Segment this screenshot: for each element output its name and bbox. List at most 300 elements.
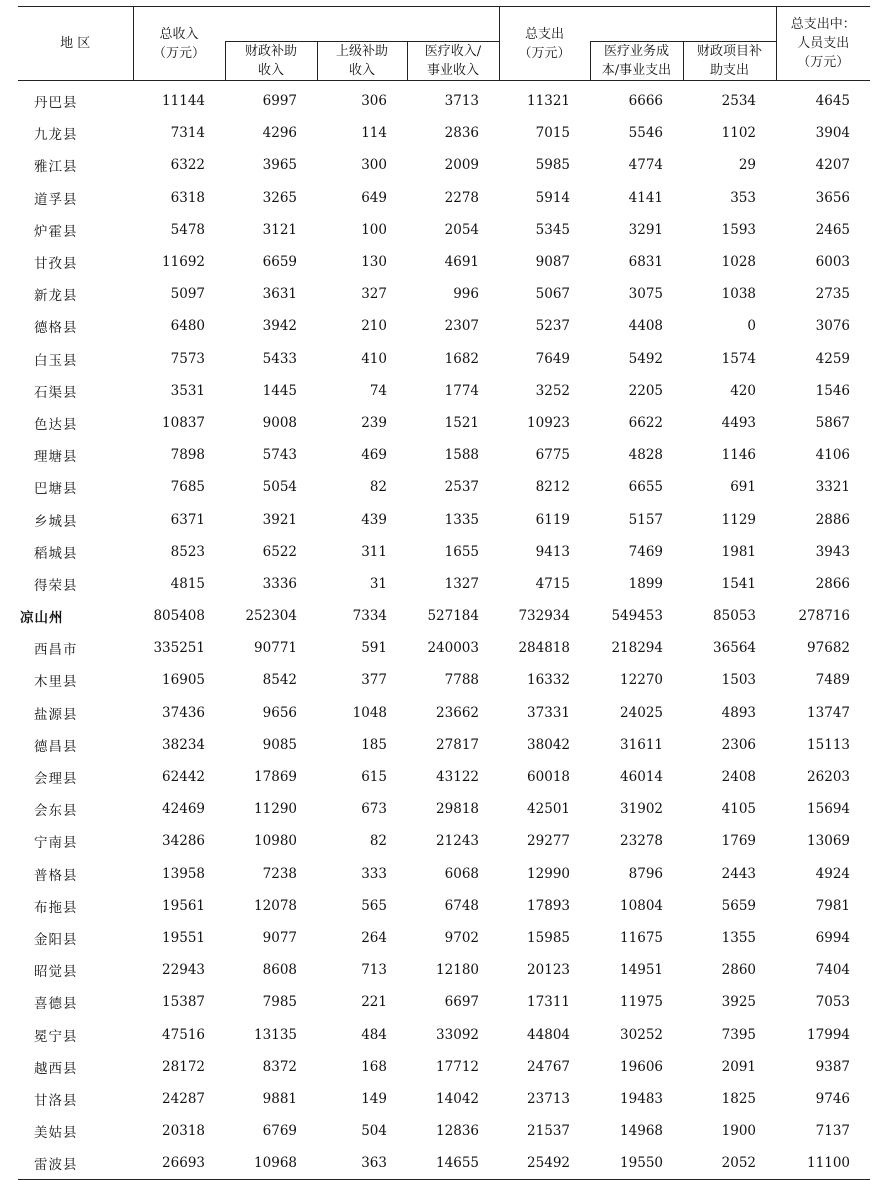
fiscal-project-expense-cell: 1574 (721, 350, 756, 367)
table-row (18, 81, 870, 118)
personnel-expense-cell: 7404 (815, 962, 850, 979)
personnel-expense-cell: 9746 (815, 1090, 850, 1107)
fiscal-project-expense-cell: 0 (747, 318, 756, 335)
personnel-expense-cell: 4924 (815, 865, 850, 882)
total-expense-cell: 732934 (518, 608, 570, 625)
total-expense-cell: 3252 (535, 382, 570, 399)
superior-subsidy-income-cell: 130 (361, 254, 387, 271)
total-expense-cell: 20123 (527, 962, 570, 979)
table-body (18, 81, 870, 1180)
region-name-cell: 白玉县 (34, 352, 78, 369)
region-name-cell: 昭觉县 (34, 964, 78, 981)
region-name-cell: 理塘县 (34, 449, 78, 466)
total-income-cell: 16905 (162, 672, 205, 689)
fiscal-project-expense-cell: 691 (730, 479, 756, 496)
superior-subsidy-income-cell: 82 (369, 479, 387, 496)
medical-business-cost-cell: 2205 (628, 382, 663, 399)
medical-business-income-cell: 2836 (444, 125, 479, 142)
medical-business-income-cell: 29818 (436, 801, 479, 818)
header-region: 地 区 (60, 36, 91, 51)
table-row (18, 149, 870, 181)
fiscal-project-expense-cell: 1541 (721, 575, 756, 592)
region-name-cell: 乡城县 (34, 513, 78, 530)
fiscal-project-expense-cell: 1102 (721, 125, 756, 142)
superior-subsidy-income-cell: 82 (369, 833, 387, 850)
table-row (18, 858, 870, 890)
total-income-cell: 6480 (170, 318, 205, 335)
total-expense-cell: 9087 (535, 254, 570, 271)
total-expense-cell: 10923 (527, 414, 570, 431)
fiscal-project-expense-cell: 420 (730, 382, 756, 399)
fiscal-subsidy-income-cell: 8372 (262, 1058, 297, 1075)
total-expense-cell: 44804 (527, 1026, 570, 1043)
superior-subsidy-income-cell: 1048 (352, 704, 387, 721)
total-expense-cell: 9413 (535, 543, 570, 560)
medical-business-income-cell: 6748 (444, 897, 479, 914)
medical-business-income-cell: 2537 (444, 479, 479, 496)
total-income-cell: 37436 (162, 704, 205, 721)
medical-business-cost-cell: 4408 (628, 318, 663, 335)
table-row (18, 922, 870, 954)
medical-business-cost-cell: 1899 (628, 575, 663, 592)
total-expense-cell: 29277 (527, 833, 570, 850)
medical-business-income-cell: 2278 (444, 189, 479, 206)
medical-business-cost-cell: 12270 (620, 672, 663, 689)
total-expense-cell: 38042 (527, 736, 570, 753)
medical-business-cost-cell: 23278 (620, 833, 663, 850)
fiscal-subsidy-income-cell: 9881 (262, 1090, 297, 1107)
superior-subsidy-income-cell: 439 (361, 511, 387, 528)
total-expense-cell: 6119 (535, 511, 570, 528)
superior-subsidy-income-cell: 221 (361, 994, 387, 1011)
total-income-cell: 62442 (162, 769, 205, 786)
total-expense-cell: 24767 (527, 1058, 570, 1075)
fiscal-subsidy-income-cell: 3942 (262, 318, 297, 335)
fiscal-project-expense-cell: 2408 (721, 769, 756, 786)
medical-business-income-cell: 17712 (436, 1058, 479, 1075)
fiscal-subsidy-income-cell: 9077 (262, 929, 297, 946)
fiscal-subsidy-income-cell: 9008 (262, 414, 297, 431)
total-expense-cell: 6775 (535, 447, 570, 464)
fiscal-subsidy-income-cell: 8542 (262, 672, 297, 689)
table-row (18, 1018, 870, 1050)
medical-business-income-cell: 33092 (436, 1026, 479, 1043)
medical-business-cost-cell: 24025 (620, 704, 663, 721)
fiscal-project-expense-cell: 4493 (721, 414, 756, 431)
medical-business-income-cell: 3713 (444, 93, 479, 110)
superior-subsidy-income-cell: 673 (361, 801, 387, 818)
fiscal-project-expense-cell: 2860 (721, 962, 756, 979)
medical-business-cost-cell: 4141 (628, 189, 663, 206)
medical-business-income-cell: 2009 (444, 157, 479, 174)
fiscal-subsidy-income-cell: 4296 (262, 125, 297, 142)
total-income-cell: 42469 (162, 801, 205, 818)
region-name-cell: 凉山州 (20, 610, 64, 627)
superior-subsidy-income-cell: 149 (361, 1090, 387, 1107)
total-income-cell: 7685 (170, 479, 205, 496)
total-expense-cell: 17893 (527, 897, 570, 914)
total-income-cell: 34286 (162, 833, 205, 850)
fiscal-subsidy-income-cell: 1445 (262, 382, 297, 399)
region-name-cell: 会东县 (34, 803, 78, 820)
personnel-expense-cell: 17994 (807, 1026, 850, 1043)
medical-business-income-cell: 1521 (444, 414, 479, 431)
total-income-cell: 47516 (162, 1026, 205, 1043)
medical-business-cost-cell: 31902 (620, 801, 663, 818)
table-row (18, 1115, 870, 1147)
income-expense-table (18, 6, 870, 1180)
superior-subsidy-income-cell: 306 (361, 93, 387, 110)
fiscal-subsidy-income-cell: 3965 (262, 157, 297, 174)
total-expense-cell: 5067 (535, 286, 570, 303)
table-row (18, 536, 870, 568)
header-fiscal-subsidy-income: 财政补助 收入 (225, 42, 317, 81)
table-row (18, 761, 870, 793)
total-income-cell: 3531 (170, 382, 205, 399)
medical-business-income-cell: 1335 (444, 511, 479, 528)
medical-business-cost-cell: 46014 (620, 769, 663, 786)
medical-business-income-cell: 6697 (444, 994, 479, 1011)
personnel-expense-cell: 7981 (815, 897, 850, 914)
table-row (18, 214, 870, 246)
fiscal-project-expense-cell: 2534 (721, 93, 756, 110)
fiscal-project-expense-cell: 4105 (721, 801, 756, 818)
medical-business-income-cell: 1774 (444, 382, 479, 399)
header-total-income: 总收入 （万元） (133, 7, 225, 81)
table-row (18, 1051, 870, 1083)
total-income-cell: 6318 (170, 189, 205, 206)
table-row (18, 278, 870, 310)
superior-subsidy-income-cell: 210 (361, 318, 387, 335)
fiscal-project-expense-cell: 1355 (721, 929, 756, 946)
total-expense-cell: 7015 (535, 125, 570, 142)
fiscal-project-expense-cell: 1038 (721, 286, 756, 303)
personnel-expense-cell: 3904 (815, 125, 850, 142)
total-income-cell: 11144 (162, 93, 205, 110)
superior-subsidy-income-cell: 168 (361, 1058, 387, 1075)
personnel-expense-cell: 11100 (807, 1155, 850, 1172)
table-row (18, 729, 870, 761)
medical-business-income-cell: 43122 (436, 769, 479, 786)
fiscal-project-expense-cell: 1028 (721, 254, 756, 271)
region-name-cell: 美姑县 (34, 1125, 78, 1142)
total-expense-cell: 284818 (518, 640, 570, 657)
fiscal-subsidy-income-cell: 7238 (262, 865, 297, 882)
medical-business-income-cell: 21243 (436, 833, 479, 850)
region-name-cell: 冕宁县 (34, 1028, 78, 1045)
personnel-expense-cell: 4645 (815, 93, 850, 110)
personnel-expense-cell: 7053 (815, 994, 850, 1011)
personnel-expense-cell: 9387 (815, 1058, 850, 1075)
total-expense-cell: 42501 (527, 801, 570, 818)
medical-business-cost-cell: 11975 (620, 994, 663, 1011)
header-fiscal-project-expense: 财政项目补 助支出 (683, 42, 776, 81)
table-row (18, 793, 870, 825)
total-expense-cell: 60018 (527, 769, 570, 786)
total-expense-cell: 5345 (535, 221, 570, 238)
table-row (18, 986, 870, 1018)
medical-business-income-cell: 240003 (427, 640, 479, 657)
medical-business-income-cell: 14042 (436, 1090, 479, 1107)
total-income-cell: 7898 (170, 447, 205, 464)
superior-subsidy-income-cell: 327 (361, 286, 387, 303)
total-expense-cell: 5985 (535, 157, 570, 174)
total-income-cell: 7573 (170, 350, 205, 367)
region-name-cell: 雅江县 (34, 159, 78, 176)
fiscal-project-expense-cell: 3925 (721, 994, 756, 1011)
region-name-cell: 稻城县 (34, 545, 78, 562)
region-name-cell: 石渠县 (34, 384, 78, 401)
table-row (18, 664, 870, 696)
personnel-expense-cell: 7137 (815, 1123, 850, 1140)
medical-business-cost-cell: 6622 (628, 414, 663, 431)
medical-business-cost-cell: 19483 (620, 1090, 663, 1107)
superior-subsidy-income-cell: 363 (361, 1155, 387, 1172)
region-name-cell: 喜德县 (34, 996, 78, 1013)
total-expense-cell: 17311 (527, 994, 570, 1011)
personnel-expense-cell: 3076 (815, 318, 850, 335)
total-expense-cell: 15985 (527, 929, 570, 946)
region-name-cell: 炉霍县 (34, 223, 78, 240)
region-name-cell: 色达县 (34, 416, 78, 433)
personnel-expense-cell: 6003 (815, 254, 850, 271)
superior-subsidy-income-cell: 484 (361, 1026, 387, 1043)
table-row (18, 632, 870, 664)
superior-subsidy-income-cell: 100 (361, 221, 387, 238)
total-income-cell: 15387 (162, 994, 205, 1011)
medical-business-income-cell: 9702 (444, 929, 479, 946)
superior-subsidy-income-cell: 377 (361, 672, 387, 689)
medical-business-income-cell: 1682 (444, 350, 479, 367)
region-name-cell: 德昌县 (34, 738, 78, 755)
table-row (18, 182, 870, 214)
total-expense-cell: 5914 (535, 189, 570, 206)
medical-business-income-cell: 527184 (427, 608, 479, 625)
header-expense-group-spacer (590, 7, 776, 42)
total-income-cell: 22943 (162, 962, 205, 979)
table-row (18, 890, 870, 922)
region-name-cell: 甘洛县 (34, 1092, 78, 1109)
medical-business-cost-cell: 549453 (611, 608, 663, 625)
region-name-cell: 丹巴县 (34, 95, 78, 112)
medical-business-income-cell: 2307 (444, 318, 479, 335)
medical-business-cost-cell: 10804 (620, 897, 663, 914)
personnel-expense-cell: 3943 (815, 543, 850, 560)
total-income-cell: 805408 (153, 608, 205, 625)
fiscal-project-expense-cell: 1769 (721, 833, 756, 850)
medical-business-income-cell: 6068 (444, 865, 479, 882)
region-name-cell: 西昌市 (34, 642, 78, 659)
region-name-cell: 甘孜县 (34, 256, 78, 273)
superior-subsidy-income-cell: 410 (361, 350, 387, 367)
region-name-cell: 木里县 (34, 674, 78, 691)
total-income-cell: 20318 (162, 1123, 205, 1140)
personnel-expense-cell: 13747 (807, 704, 850, 721)
fiscal-subsidy-income-cell: 8608 (262, 962, 297, 979)
total-income-cell: 6371 (170, 511, 205, 528)
total-expense-cell: 16332 (527, 672, 570, 689)
personnel-expense-cell: 1546 (815, 382, 850, 399)
personnel-expense-cell: 4207 (815, 157, 850, 174)
medical-business-cost-cell: 3075 (628, 286, 663, 303)
personnel-expense-cell: 15694 (807, 801, 850, 818)
medical-business-cost-cell: 8796 (628, 865, 663, 882)
personnel-expense-cell: 3656 (815, 189, 850, 206)
medical-business-income-cell: 1655 (444, 543, 479, 560)
fiscal-project-expense-cell: 1593 (721, 221, 756, 238)
total-income-cell: 7314 (170, 125, 205, 142)
total-income-cell: 13958 (162, 865, 205, 882)
fiscal-project-expense-cell: 1503 (721, 672, 756, 689)
fiscal-project-expense-cell: 1825 (721, 1090, 756, 1107)
fiscal-project-expense-cell: 353 (730, 189, 756, 206)
header-medical-business-cost: 医疗业务成 本/事业支出 (590, 42, 683, 81)
total-expense-cell: 37331 (527, 704, 570, 721)
medical-business-income-cell: 27817 (436, 736, 479, 753)
personnel-expense-cell: 278716 (798, 608, 850, 625)
header-medical-business-income: 医疗收入/ 事业收入 (407, 42, 499, 81)
superior-subsidy-income-cell: 74 (369, 382, 387, 399)
superior-subsidy-income-cell: 713 (361, 962, 387, 979)
table-row (18, 117, 870, 149)
superior-subsidy-income-cell: 264 (361, 929, 387, 946)
personnel-expense-cell: 6994 (815, 929, 850, 946)
fiscal-subsidy-income-cell: 13135 (254, 1026, 297, 1043)
superior-subsidy-income-cell: 649 (361, 189, 387, 206)
superior-subsidy-income-cell: 565 (361, 897, 387, 914)
personnel-expense-cell: 4106 (815, 447, 850, 464)
region-name-cell: 道孚县 (34, 191, 78, 208)
fiscal-subsidy-income-cell: 11290 (254, 801, 297, 818)
fiscal-project-expense-cell: 2306 (721, 736, 756, 753)
fiscal-subsidy-income-cell: 9656 (262, 704, 297, 721)
total-expense-cell: 7649 (535, 350, 570, 367)
total-expense-cell: 5237 (535, 318, 570, 335)
region-name-cell: 得荣县 (34, 577, 78, 594)
header-superior-subsidy-income: 上级补助 收入 (317, 42, 407, 81)
table-row (18, 1147, 870, 1180)
medical-business-cost-cell: 6655 (628, 479, 663, 496)
superior-subsidy-income-cell: 333 (361, 865, 387, 882)
medical-business-cost-cell: 19606 (620, 1058, 663, 1075)
total-income-cell: 26693 (162, 1155, 205, 1172)
medical-business-cost-cell: 5546 (628, 125, 663, 142)
header-income-group-spacer (225, 7, 499, 42)
region-name-cell: 金阳县 (34, 931, 78, 948)
fiscal-subsidy-income-cell: 6997 (262, 93, 297, 110)
personnel-expense-cell: 15113 (807, 736, 850, 753)
medical-business-cost-cell: 218294 (611, 640, 663, 657)
personnel-expense-cell: 7489 (815, 672, 850, 689)
table-row (18, 471, 870, 503)
personnel-expense-cell: 4259 (815, 350, 850, 367)
table-row (18, 310, 870, 342)
total-income-cell: 11692 (162, 254, 205, 271)
fiscal-project-expense-cell: 5659 (721, 897, 756, 914)
fiscal-project-expense-cell: 85053 (713, 608, 756, 625)
personnel-expense-cell: 2465 (815, 221, 850, 238)
fiscal-subsidy-income-cell: 5433 (262, 350, 297, 367)
total-income-cell: 5478 (170, 221, 205, 238)
fiscal-subsidy-income-cell: 5743 (262, 447, 297, 464)
fiscal-subsidy-income-cell: 17869 (254, 769, 297, 786)
fiscal-project-expense-cell: 29 (738, 157, 756, 174)
table-row (18, 954, 870, 986)
total-income-cell: 24287 (162, 1090, 205, 1107)
fiscal-subsidy-income-cell: 3265 (262, 189, 297, 206)
fiscal-project-expense-cell: 2052 (721, 1155, 756, 1172)
total-income-cell: 6322 (170, 157, 205, 174)
fiscal-project-expense-cell: 1129 (721, 511, 756, 528)
total-expense-cell: 8212 (535, 479, 570, 496)
medical-business-income-cell: 996 (453, 286, 479, 303)
medical-business-cost-cell: 6666 (628, 93, 663, 110)
region-name-cell: 新龙县 (34, 288, 78, 305)
statistics-table-page (18, 6, 870, 1180)
medical-business-income-cell: 14655 (436, 1155, 479, 1172)
total-income-cell: 28172 (162, 1058, 205, 1075)
total-income-cell: 19561 (162, 897, 205, 914)
medical-business-cost-cell: 5492 (628, 350, 663, 367)
fiscal-project-expense-cell: 7395 (721, 1026, 756, 1043)
total-income-cell: 19551 (162, 929, 205, 946)
total-income-cell: 4815 (170, 575, 205, 592)
medical-business-cost-cell: 7469 (628, 543, 663, 560)
header-total-expense: 总支出 （万元） (499, 7, 590, 81)
medical-business-income-cell: 7788 (444, 672, 479, 689)
fiscal-project-expense-cell: 1981 (721, 543, 756, 560)
medical-business-cost-cell: 4828 (628, 447, 663, 464)
table-row (18, 343, 870, 375)
region-name-cell: 会理县 (34, 771, 78, 788)
region-name-cell: 宁南县 (34, 835, 78, 852)
fiscal-subsidy-income-cell: 7985 (262, 994, 297, 1011)
fiscal-subsidy-income-cell: 10980 (254, 833, 297, 850)
table-row (18, 697, 870, 729)
medical-business-cost-cell: 11675 (620, 929, 663, 946)
total-expense-cell: 11321 (527, 93, 570, 110)
superior-subsidy-income-cell: 469 (361, 447, 387, 464)
personnel-expense-cell: 3321 (815, 479, 850, 496)
total-income-cell: 10837 (162, 414, 205, 431)
fiscal-project-expense-cell: 2443 (721, 865, 756, 882)
fiscal-project-expense-cell: 36564 (713, 640, 756, 657)
prefecture-row (18, 600, 870, 632)
superior-subsidy-income-cell: 504 (361, 1123, 387, 1140)
region-name-cell: 布拖县 (34, 899, 78, 916)
fiscal-subsidy-income-cell: 3336 (262, 575, 297, 592)
fiscal-project-expense-cell: 2091 (721, 1058, 756, 1075)
table-row (18, 246, 870, 278)
medical-business-income-cell: 23662 (436, 704, 479, 721)
region-name-cell: 普格县 (34, 867, 78, 884)
fiscal-subsidy-income-cell: 6522 (262, 543, 297, 560)
superior-subsidy-income-cell: 300 (361, 157, 387, 174)
fiscal-subsidy-income-cell: 9085 (262, 736, 297, 753)
superior-subsidy-income-cell: 615 (361, 769, 387, 786)
header-personnel-expense: 总支出中： 人员支出 （万元） (776, 7, 870, 81)
total-income-cell: 335251 (153, 640, 205, 657)
fiscal-project-expense-cell: 4893 (721, 704, 756, 721)
personnel-expense-cell: 2735 (815, 286, 850, 303)
total-expense-cell: 25492 (527, 1155, 570, 1172)
medical-business-income-cell: 2054 (444, 221, 479, 238)
total-expense-cell: 21537 (527, 1123, 570, 1140)
table-row (18, 439, 870, 471)
region-name-cell: 越西县 (34, 1060, 78, 1077)
medical-business-income-cell: 4691 (444, 254, 479, 271)
superior-subsidy-income-cell: 591 (361, 640, 387, 657)
